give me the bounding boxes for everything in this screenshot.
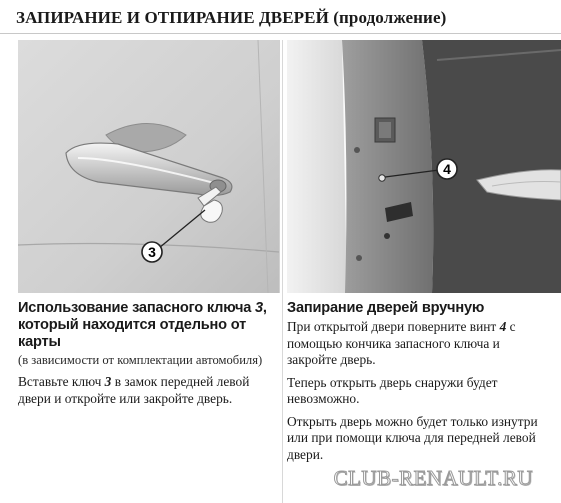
title-rule <box>0 33 561 34</box>
page-title-main: ЗАПИРАНИЕ И ОТПИРАНИЕ ДВЕРЕЙ <box>16 8 329 27</box>
insert-key-num: 3 <box>104 374 112 389</box>
door-edge-illustration <box>287 40 561 293</box>
page-title <box>16 8 446 28</box>
callout-badge-3 <box>142 242 162 262</box>
manual-lock-step-part1: При открытой двери поверните винт <box>287 319 500 334</box>
insert-key-part1: Вставьте ключ <box>18 374 105 389</box>
watermark: CLUB-RENAULT.RU <box>333 466 533 490</box>
inside-open-note: Открыть дверь можно будет только изнутри или при помощи ключа для передней левой двери. <box>287 413 538 462</box>
page-title-continuation: (продолжение) <box>333 8 447 27</box>
column-divider <box>282 40 283 503</box>
equipment-note: (в зависимости от комплектации автомобиля) <box>18 353 263 367</box>
svg-text:3: 3 <box>148 244 156 260</box>
spare-key-heading-part1: Использование запасного ключа <box>18 300 255 316</box>
door-handle-illustration <box>18 40 279 293</box>
outside-open-note: Теперь открыть дверь снаружи будет невозможно. <box>287 374 498 406</box>
insert-key-part2: в замок передней левой двери и откройте или закройте дверь. <box>18 374 250 406</box>
door-edge-photo <box>287 40 561 293</box>
callout-badge-4 <box>437 159 457 179</box>
spare-key-heading-part2: , который находится отдельно от карты <box>18 300 267 350</box>
left-text-column <box>18 300 280 413</box>
spare-key-heading <box>18 300 280 351</box>
door-handle-photo <box>18 40 280 293</box>
manual-lock-step-part2: с помощью кончика запасного ключа и закройте дверь. <box>287 319 516 367</box>
manual-lock-heading: Запирание дверей вручную <box>287 300 485 316</box>
spare-key-heading-num: 3 <box>254 300 263 316</box>
manual-lock-step <box>287 319 549 369</box>
manual-lock-step-num: 4 <box>499 319 507 334</box>
right-text-column <box>287 300 549 469</box>
svg-text:4: 4 <box>443 161 451 177</box>
insert-key-instruction <box>18 374 280 407</box>
